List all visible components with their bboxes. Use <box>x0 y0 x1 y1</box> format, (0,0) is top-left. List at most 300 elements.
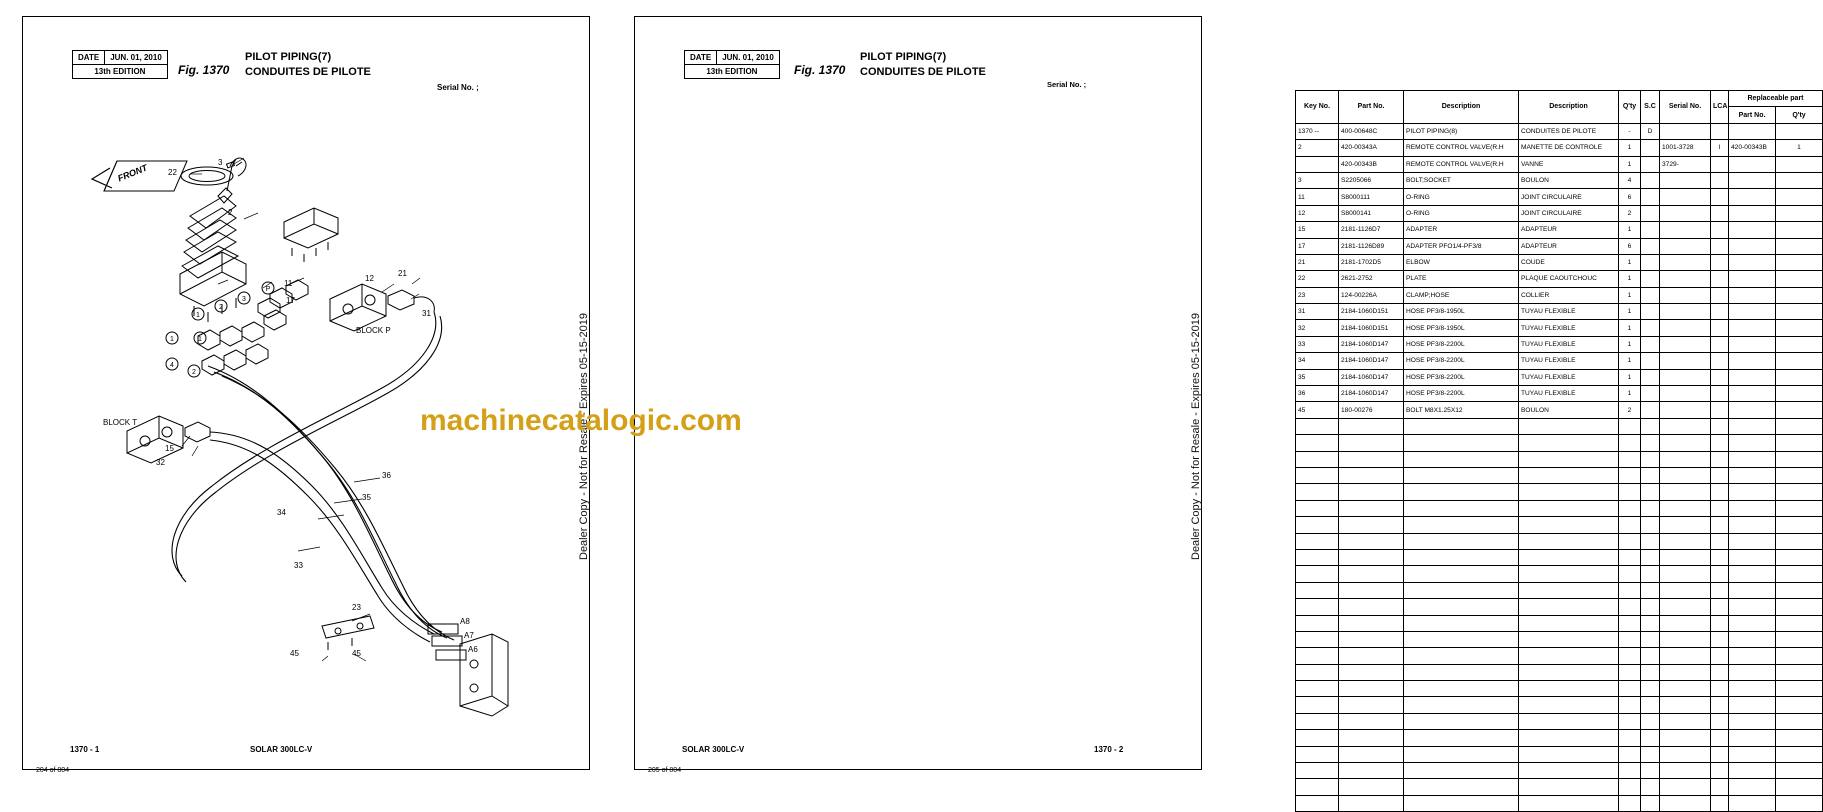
table-row-empty <box>1296 795 1823 811</box>
cell-empty <box>1776 713 1823 729</box>
table-row-empty <box>1296 533 1823 549</box>
th-serial-no: Serial No. <box>1660 91 1711 124</box>
cell-lca <box>1711 402 1729 418</box>
table-row[interactable] <box>1296 172 1823 188</box>
cell-empty <box>1519 599 1619 615</box>
table-row[interactable] <box>1296 140 1823 156</box>
cell-key: 17 <box>1296 238 1339 254</box>
cell-empty <box>1619 599 1641 615</box>
left-footer-pdfpage: 204 of 804 <box>36 767 70 774</box>
cell-rpart: 420-00343B <box>1729 140 1776 156</box>
cell-empty <box>1776 582 1823 598</box>
cell-empty <box>1519 697 1619 713</box>
cell-desc1: PILOT PIPING(8) <box>1404 123 1519 139</box>
cell-empty <box>1619 779 1641 795</box>
cell-part: 400-00648C <box>1339 123 1404 139</box>
cell-empty <box>1660 484 1711 500</box>
cell-empty <box>1519 549 1619 565</box>
cell-key: 1370 -- <box>1296 123 1339 139</box>
dealer-copy-note-left: Dealer Copy - Not for Resale - Expires 05-15-2019 <box>578 312 590 560</box>
cell-empty <box>1711 484 1729 500</box>
cell-qty: 1 <box>1619 304 1641 320</box>
cell-serial <box>1660 336 1711 352</box>
date-label-right: DATE <box>685 51 717 65</box>
cell-desc1: PLATE <box>1404 271 1519 287</box>
cell-sc <box>1641 254 1660 270</box>
cell-empty <box>1404 484 1519 500</box>
cell-empty <box>1339 713 1404 729</box>
cell-empty <box>1776 681 1823 697</box>
cell-qty: - <box>1619 123 1641 139</box>
cell-key: 45 <box>1296 402 1339 418</box>
cell-desc2: COLLIER <box>1519 287 1619 303</box>
cell-empty <box>1729 582 1776 598</box>
cell-desc1: O-RING <box>1404 205 1519 221</box>
table-row[interactable] <box>1296 205 1823 221</box>
cell-empty <box>1641 500 1660 516</box>
table-row[interactable] <box>1296 287 1823 303</box>
cell-empty <box>1711 435 1729 451</box>
cell-empty <box>1619 664 1641 680</box>
cell-empty <box>1641 615 1660 631</box>
cell-empty <box>1519 533 1619 549</box>
cell-desc1: HOSE PF3/8-2200L <box>1404 369 1519 385</box>
table-row[interactable] <box>1296 189 1823 205</box>
table-row[interactable] <box>1296 402 1823 418</box>
figure-number: Fig. 1370 <box>178 63 230 77</box>
cell-empty <box>1729 631 1776 647</box>
cell-key: 35 <box>1296 369 1339 385</box>
table-row-empty <box>1296 681 1823 697</box>
cell-empty <box>1619 517 1641 533</box>
cell-rqty <box>1776 386 1823 402</box>
cell-serial <box>1660 222 1711 238</box>
cell-empty <box>1776 533 1823 549</box>
right-header-date-table <box>684 50 780 79</box>
table-row[interactable] <box>1296 304 1823 320</box>
cell-empty <box>1776 746 1823 762</box>
cell-part: 420-00343A <box>1339 140 1404 156</box>
cell-empty <box>1729 566 1776 582</box>
callout-a7: A7 <box>464 631 474 640</box>
table-row[interactable] <box>1296 222 1823 238</box>
callout-33: 33 <box>294 561 303 570</box>
table-row-empty <box>1296 484 1823 500</box>
table-row[interactable] <box>1296 320 1823 336</box>
svg-text:P: P <box>265 286 271 293</box>
cell-empty <box>1404 697 1519 713</box>
cell-empty <box>1660 467 1711 483</box>
cell-empty <box>1296 484 1339 500</box>
svg-text:1: 1 <box>170 336 174 343</box>
cell-part: S8000141 <box>1339 205 1404 221</box>
table-row-empty <box>1296 549 1823 565</box>
cell-part: 124-00226A <box>1339 287 1404 303</box>
cell-desc2: COUDE <box>1519 254 1619 270</box>
cell-desc2: TUYAU FLEXIBLE <box>1519 353 1619 369</box>
cell-desc2: TUYAU FLEXIBLE <box>1519 336 1619 352</box>
cell-empty <box>1404 763 1519 779</box>
parts-diagram <box>22 16 590 770</box>
callout-15: 15 <box>165 444 174 453</box>
cell-empty <box>1296 631 1339 647</box>
cell-qty: 1 <box>1619 336 1641 352</box>
cell-empty <box>1660 730 1711 746</box>
cell-empty <box>1404 795 1519 811</box>
table-row[interactable] <box>1296 271 1823 287</box>
cell-empty <box>1660 615 1711 631</box>
svg-text:1: 1 <box>196 312 200 319</box>
page-title-en: PILOT PIPING(7) <box>245 51 332 63</box>
cell-empty <box>1729 615 1776 631</box>
cell-empty <box>1404 730 1519 746</box>
cell-empty <box>1729 697 1776 713</box>
cell-empty <box>1296 451 1339 467</box>
callout-2: 2 <box>228 208 233 217</box>
cell-rpart <box>1729 353 1776 369</box>
cell-key: 21 <box>1296 254 1339 270</box>
table-row-empty <box>1296 697 1823 713</box>
cell-empty <box>1339 795 1404 811</box>
cell-empty <box>1776 451 1823 467</box>
cell-part: 2181-1126D7 <box>1339 222 1404 238</box>
page-title-fr: CONDUITES DE PILOTE <box>245 66 371 78</box>
cell-empty <box>1404 517 1519 533</box>
cell-rqty <box>1776 353 1823 369</box>
cell-empty <box>1404 615 1519 631</box>
cell-empty <box>1660 549 1711 565</box>
cell-lca <box>1711 189 1729 205</box>
cell-empty <box>1641 435 1660 451</box>
cell-empty <box>1660 664 1711 680</box>
cell-desc2: TUYAU FLEXIBLE <box>1519 320 1619 336</box>
cell-empty <box>1339 582 1404 598</box>
cell-empty <box>1641 467 1660 483</box>
cell-serial <box>1660 238 1711 254</box>
th-sc: S.C <box>1641 91 1660 124</box>
cell-empty <box>1296 418 1339 434</box>
cell-empty <box>1776 467 1823 483</box>
cell-part: 420-00343B <box>1339 156 1404 172</box>
cell-empty <box>1641 549 1660 565</box>
cell-empty <box>1660 566 1711 582</box>
cell-empty <box>1519 517 1619 533</box>
cell-empty <box>1729 435 1776 451</box>
cell-empty <box>1619 484 1641 500</box>
table-row-empty <box>1296 418 1823 434</box>
cell-rpart <box>1729 320 1776 336</box>
table-row-empty <box>1296 500 1823 516</box>
cell-empty <box>1711 451 1729 467</box>
cell-empty <box>1519 631 1619 647</box>
cell-empty <box>1660 451 1711 467</box>
cell-empty <box>1711 697 1729 713</box>
cell-qty: 1 <box>1619 140 1641 156</box>
cell-empty <box>1660 631 1711 647</box>
table-row[interactable] <box>1296 238 1823 254</box>
callout-a6: A6 <box>468 645 478 654</box>
table-row-empty <box>1296 746 1823 762</box>
cell-empty <box>1619 730 1641 746</box>
cell-desc1: HOSE PF3/8-2200L <box>1404 386 1519 402</box>
date-value-right: JUN. 01, 2010 <box>717 51 780 65</box>
cell-empty <box>1619 566 1641 582</box>
cell-empty <box>1729 746 1776 762</box>
cell-rpart <box>1729 205 1776 221</box>
cell-empty <box>1660 746 1711 762</box>
cell-empty <box>1776 599 1823 615</box>
cell-empty <box>1339 664 1404 680</box>
cell-empty <box>1776 730 1823 746</box>
cell-empty <box>1519 795 1619 811</box>
cell-lca <box>1711 238 1729 254</box>
cell-serial <box>1660 254 1711 270</box>
cell-empty <box>1729 533 1776 549</box>
date-value: JUN. 01, 2010 <box>105 51 168 65</box>
cell-empty <box>1296 500 1339 516</box>
cell-rqty <box>1776 304 1823 320</box>
cell-empty <box>1729 484 1776 500</box>
cell-empty <box>1519 615 1619 631</box>
cell-rpart <box>1729 123 1776 139</box>
cell-empty <box>1339 451 1404 467</box>
cell-empty <box>1711 713 1729 729</box>
cell-empty <box>1660 435 1711 451</box>
svg-text:1: 1 <box>198 336 202 343</box>
cell-empty <box>1711 730 1729 746</box>
cell-sc <box>1641 205 1660 221</box>
cell-empty <box>1641 697 1660 713</box>
cell-empty <box>1729 451 1776 467</box>
cell-empty <box>1641 418 1660 434</box>
cell-desc1: HOSE PF3/8-2200L <box>1404 353 1519 369</box>
cell-empty <box>1404 664 1519 680</box>
cell-key: 23 <box>1296 287 1339 303</box>
cell-empty <box>1711 615 1729 631</box>
cell-lca <box>1711 287 1729 303</box>
table-row[interactable] <box>1296 156 1823 172</box>
cell-empty <box>1404 435 1519 451</box>
cell-empty <box>1296 549 1339 565</box>
cell-sc <box>1641 287 1660 303</box>
cell-empty <box>1711 746 1729 762</box>
cell-desc2: ADAPTEUR <box>1519 222 1619 238</box>
table-row-empty <box>1296 648 1823 664</box>
cell-empty <box>1296 713 1339 729</box>
cell-rqty <box>1776 205 1823 221</box>
cell-empty <box>1519 451 1619 467</box>
cell-empty <box>1641 779 1660 795</box>
cell-rpart <box>1729 402 1776 418</box>
cell-empty <box>1619 763 1641 779</box>
cell-empty <box>1660 418 1711 434</box>
parts-table-body <box>1296 123 1823 811</box>
cell-part: S8000111 <box>1339 189 1404 205</box>
cell-empty <box>1641 795 1660 811</box>
cell-sc <box>1641 386 1660 402</box>
cell-empty <box>1660 599 1711 615</box>
svg-text:3: 3 <box>242 296 246 303</box>
table-row[interactable] <box>1296 353 1823 369</box>
cell-empty <box>1776 779 1823 795</box>
cell-lca: I <box>1711 140 1729 156</box>
table-row-empty <box>1296 467 1823 483</box>
th-description-fr: Description <box>1519 91 1619 124</box>
cell-desc1: REMOTE CONTROL VALVE(R.H <box>1404 156 1519 172</box>
cell-serial <box>1660 205 1711 221</box>
cell-desc1: HOSE PF3/8-2200L <box>1404 336 1519 352</box>
right-footer-page: 1370 - 2 <box>1094 745 1124 754</box>
cell-empty <box>1641 566 1660 582</box>
left-page <box>0 0 612 792</box>
cell-empty <box>1339 763 1404 779</box>
cell-empty <box>1519 484 1619 500</box>
callout-21: 21 <box>398 269 407 278</box>
cell-empty <box>1619 467 1641 483</box>
cell-empty <box>1660 795 1711 811</box>
cell-lca <box>1711 369 1729 385</box>
cell-qty: 1 <box>1619 353 1641 369</box>
cell-empty <box>1729 795 1776 811</box>
cell-empty <box>1619 746 1641 762</box>
cell-empty <box>1404 418 1519 434</box>
cell-empty <box>1711 500 1729 516</box>
cell-empty <box>1339 631 1404 647</box>
cell-rqty <box>1776 189 1823 205</box>
cell-key: 34 <box>1296 353 1339 369</box>
callout-11: 11 <box>284 279 293 288</box>
cell-rqty <box>1776 320 1823 336</box>
cell-empty <box>1339 517 1404 533</box>
cell-sc <box>1641 320 1660 336</box>
cell-desc2: TUYAU FLEXIBLE <box>1519 386 1619 402</box>
cell-empty <box>1776 795 1823 811</box>
front-arrow-label: FRONT <box>116 162 149 184</box>
cell-key: 3 <box>1296 172 1339 188</box>
cell-rqty <box>1776 271 1823 287</box>
cell-empty <box>1519 582 1619 598</box>
cell-lca <box>1711 353 1729 369</box>
cell-empty <box>1339 418 1404 434</box>
cell-desc2: ADAPTEUR <box>1519 238 1619 254</box>
cell-empty <box>1296 566 1339 582</box>
cell-empty <box>1296 763 1339 779</box>
cell-empty <box>1711 631 1729 647</box>
edition-value-right: 13th EDITION <box>685 65 780 79</box>
figure-number-right: Fig. 1370 <box>794 63 846 77</box>
cell-sc <box>1641 402 1660 418</box>
cell-empty <box>1296 648 1339 664</box>
left-footer-page: 1370 - 1 <box>70 745 100 754</box>
callout-36: 36 <box>382 471 391 480</box>
table-row-empty <box>1296 664 1823 680</box>
cell-key <box>1296 156 1339 172</box>
cell-key: 22 <box>1296 271 1339 287</box>
cell-empty <box>1776 763 1823 779</box>
cell-empty <box>1776 418 1823 434</box>
cell-rpart <box>1729 304 1776 320</box>
cell-key: 11 <box>1296 189 1339 205</box>
cell-serial: 3729- <box>1660 156 1711 172</box>
cell-rpart <box>1729 172 1776 188</box>
th-qty: Q'ty <box>1619 91 1641 124</box>
cell-empty <box>1404 500 1519 516</box>
cell-empty <box>1729 763 1776 779</box>
right-page-frame <box>634 16 1202 770</box>
cell-empty <box>1404 713 1519 729</box>
cell-empty <box>1711 664 1729 680</box>
cell-rqty <box>1776 123 1823 139</box>
cell-empty <box>1660 681 1711 697</box>
callout-a8: A8 <box>460 617 470 626</box>
cell-desc2: PLAQUE CAOUTCHOUC <box>1519 271 1619 287</box>
cell-qty: 1 <box>1619 156 1641 172</box>
cell-sc <box>1641 140 1660 156</box>
cell-empty <box>1729 599 1776 615</box>
block-p-label: BLOCK P <box>356 326 391 335</box>
cell-sc <box>1641 222 1660 238</box>
cell-lca <box>1711 304 1729 320</box>
cell-rpart <box>1729 271 1776 287</box>
table-row-empty <box>1296 582 1823 598</box>
block-t-label: BLOCK T <box>103 418 138 427</box>
cell-empty <box>1729 664 1776 680</box>
table-row[interactable] <box>1296 369 1823 385</box>
table-row[interactable] <box>1296 123 1823 139</box>
th-key-no: Key No. <box>1296 91 1339 124</box>
cell-desc1: BOLT;SOCKET <box>1404 172 1519 188</box>
parts-table-head <box>1296 91 1823 124</box>
date-label: DATE <box>73 51 105 65</box>
cell-lca <box>1711 336 1729 352</box>
cell-key: 33 <box>1296 336 1339 352</box>
cell-empty <box>1711 648 1729 664</box>
table-row[interactable] <box>1296 336 1823 352</box>
cell-rqty <box>1776 336 1823 352</box>
cell-rpart <box>1729 156 1776 172</box>
table-row-empty <box>1296 763 1823 779</box>
table-row[interactable] <box>1296 386 1823 402</box>
cell-empty <box>1729 730 1776 746</box>
diagram-svg <box>22 16 590 770</box>
cell-sc <box>1641 336 1660 352</box>
cell-empty <box>1776 517 1823 533</box>
cell-empty <box>1404 599 1519 615</box>
table-row[interactable] <box>1296 254 1823 270</box>
svg-text:4: 4 <box>170 362 174 369</box>
th-replaceable-part: Replaceable part <box>1729 91 1823 107</box>
cell-empty <box>1404 467 1519 483</box>
cell-desc2: TUYAU FLEXIBLE <box>1519 369 1619 385</box>
cell-rqty <box>1776 254 1823 270</box>
cell-rpart <box>1729 369 1776 385</box>
table-row-empty <box>1296 566 1823 582</box>
cell-part: 2184-1060D151 <box>1339 320 1404 336</box>
cell-empty <box>1619 418 1641 434</box>
cell-serial <box>1660 353 1711 369</box>
cell-empty <box>1660 582 1711 598</box>
cell-empty <box>1339 697 1404 713</box>
cell-empty <box>1404 582 1519 598</box>
cell-empty <box>1339 549 1404 565</box>
cell-empty <box>1339 615 1404 631</box>
cell-part: 180-00276 <box>1339 402 1404 418</box>
cell-empty <box>1711 582 1729 598</box>
cell-empty <box>1619 713 1641 729</box>
cell-lca <box>1711 172 1729 188</box>
callout-35: 35 <box>362 493 371 502</box>
callout-3: 3 <box>218 158 223 167</box>
